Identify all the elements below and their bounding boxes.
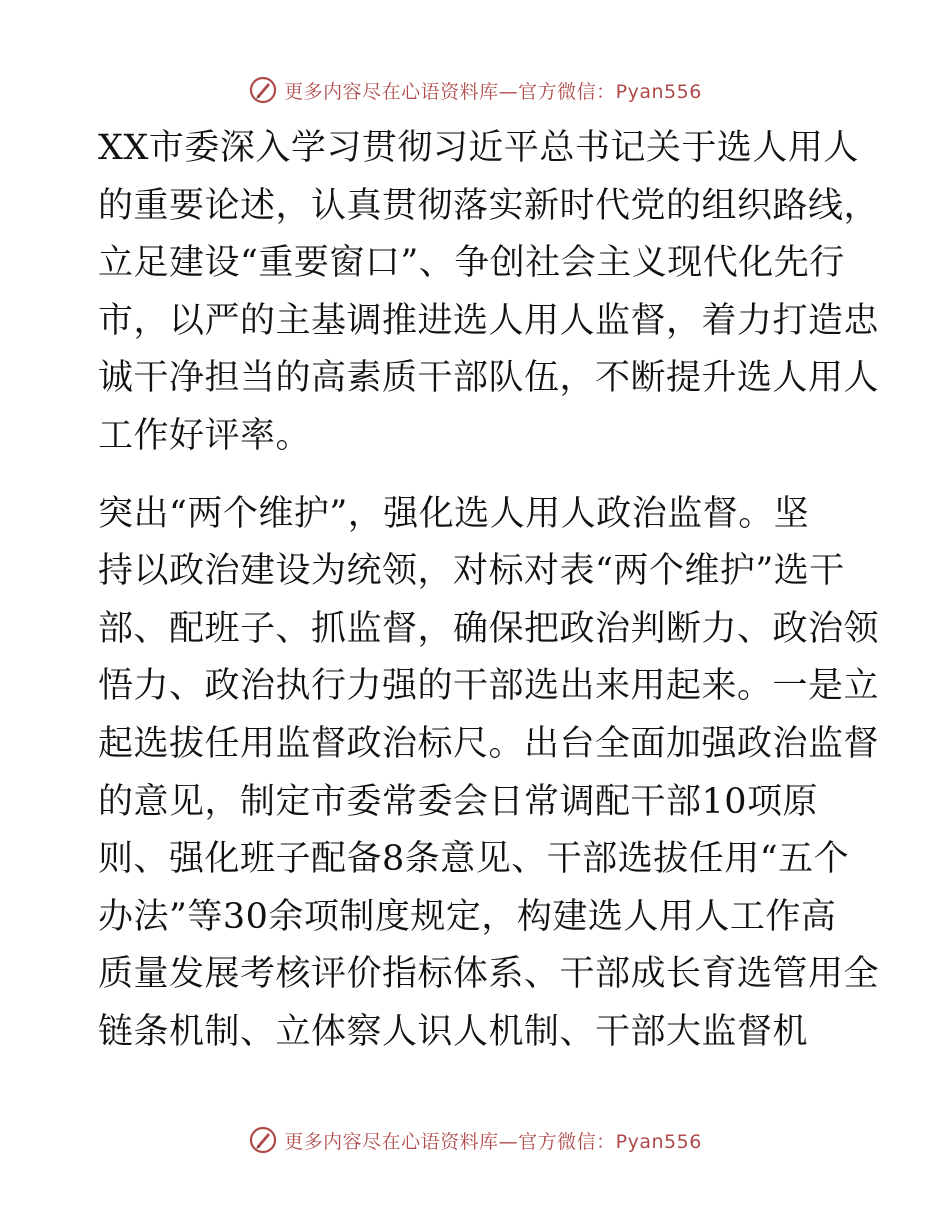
quill-logo-icon [248,1125,278,1155]
banner-text: 更多内容尽在心语资料库—官方微信：Pyan556 [284,1130,702,1153]
text-line: 突出“两个维护”，强化选人用人政治监督。坚 [98,493,810,534]
header-watermark-banner [0,70,950,110]
text-line: XX市委深入学习贯彻习近平总书记关于选人用人 [98,128,859,168]
text-line: 悟力、政治执行力强的干部选出来用起来。一是立 [98,666,880,707]
paragraph-2 [98,486,880,1062]
text-line: 工作好评率。 [98,415,312,456]
text-line: 办法”等30余项制度规定，构建选人用人工作高 [98,896,837,937]
text-line: 持以政治建设为统领，对标对表“两个维护”选干 [98,551,845,592]
text-line: 则、强化班子配备8条意见、干部选拔任用“五个 [98,839,850,880]
paragraph-1 [98,120,880,466]
text-line: 的重要论述，认真贯彻落实新时代党的组织路线， [98,185,880,226]
footer-watermark-banner [0,1120,950,1160]
text-line: 诚干净担当的高素质干部队伍，不断提升选人用人 [98,358,880,399]
text-line: 立足建设“重要窗口”、争创社会主义现代化先行 [98,243,845,284]
text-line: 质量发展考核评价指标体系、干部成长育选管用全 [98,954,880,995]
text-line: 市，以严的主基调推进选人用人监督，着力打造忠 [98,300,880,341]
text-line: 部、配班子、抓监督，确保把政治判断力、政治领 [98,608,880,649]
text-line: 起选拔任用监督政治标尺。出台全面加强政治监督 [98,723,880,764]
quill-logo-icon [248,75,278,105]
text-line: 链条机制、立体察人识人机制、干部大监督机 [98,1011,809,1052]
banner-text: 更多内容尽在心语资料库—官方微信：Pyan556 [284,80,702,103]
text-line: 的意见，制定市委常委会日常调配干部10项原 [98,781,819,822]
document-body [98,120,880,1062]
